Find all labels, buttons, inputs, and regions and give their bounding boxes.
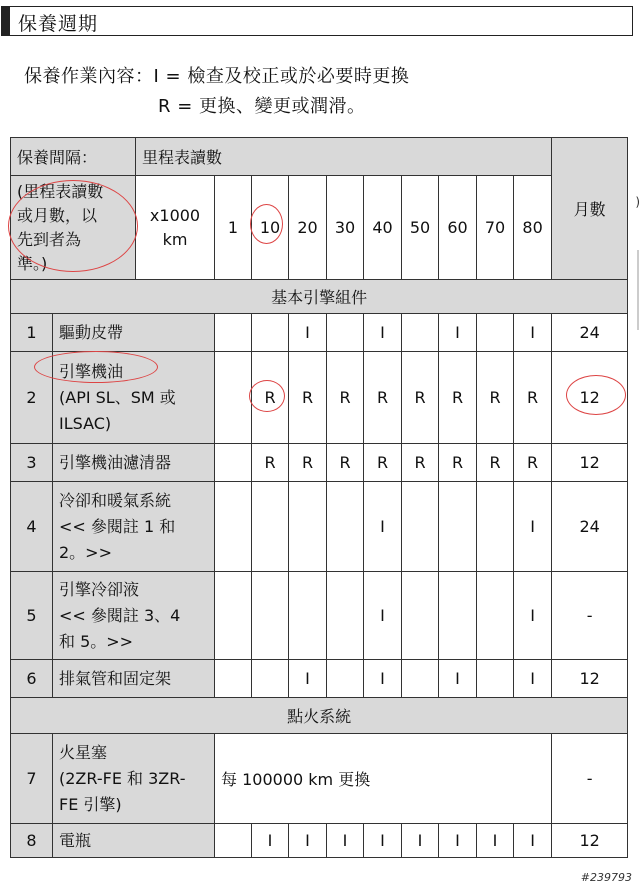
row-no: 3 [11,444,53,482]
annotation-circle-note [8,180,138,272]
interval-label: 保養間隔： [11,138,136,176]
mark-cell: R [439,352,477,444]
mark-cell: R [477,444,514,482]
table-row [11,734,628,824]
mark-cell: I [252,824,289,858]
mark-cell: I [439,660,477,698]
table-row [11,482,628,572]
mark-cell: I [364,824,402,858]
mark-cell: I [364,572,402,660]
mileage-30: 30 [327,176,364,280]
mark-cell [402,572,439,660]
months-cell: - [552,572,628,660]
mark-cell: I [439,314,477,352]
mark-cell [252,660,289,698]
mark-cell [439,572,477,660]
watermark: #239793 [580,871,632,884]
mark-cell: R [477,352,514,444]
mark-cell [477,572,514,660]
mark-cell: R [402,352,439,444]
mark-cell [215,314,252,352]
item-name: 排氣管和固定架 [53,660,215,698]
mark-cell [215,444,252,482]
mileage-1: 1 [215,176,252,280]
mark-cell [252,482,289,572]
annotation-circle-oil-r [249,380,285,412]
mark-cell: R [252,444,289,482]
item-name: 火星塞 (2ZR-FE 和 3ZR- FE 引擎) [53,734,215,824]
mark-cell: R [402,444,439,482]
mark-cell [402,314,439,352]
row-no: 7 [11,734,53,824]
mark-cell: I [364,660,402,698]
mark-cell: I [289,660,327,698]
mark-cell: I [439,824,477,858]
months-cell: 12 [552,352,628,444]
months-cell: 12 [552,824,628,858]
mark-cell: R [364,444,402,482]
mark-cell: R [364,352,402,444]
interval-note: (里程表讀數 或月數，以 先到者為 準。) [11,176,136,280]
item-name: 驅動皮帶 [53,314,215,352]
row-no: 8 [11,824,53,858]
months-cell: 24 [552,314,628,352]
edge-glyph: ) [635,195,640,209]
mark-cell: R [252,352,289,444]
item-name: 引擎機油 (API SL、SM 或 ILSAC) [53,352,215,444]
mark-cell: I [514,660,552,698]
mark-cell: I [289,824,327,858]
item-name: 冷卻和暖氣系統 << 參閱註 1 和 2。>> [53,482,215,572]
table-row [11,824,628,858]
table-row [11,660,628,698]
mark-cell: I [364,482,402,572]
months-cell: - [552,734,628,824]
mileage-20: 20 [289,176,327,280]
mileage-80: 80 [514,176,552,280]
legend-line-1: 保養作業內容：I = 檢查及校正或於必要時更換 [24,66,410,87]
annotation-circle-oil [34,351,158,383]
mark-cell [327,314,364,352]
mark-cell: R [514,444,552,482]
mark-cell [252,314,289,352]
mark-cell: I [514,824,552,858]
mark-cell [289,572,327,660]
table-row [11,572,628,660]
mark-cell: R [327,352,364,444]
mileage-50: 50 [402,176,439,280]
mark-cell: R [514,352,552,444]
row-no: 1 [11,314,53,352]
row-no: 2 [11,352,53,444]
mark-cell: I [514,314,552,352]
mark-cell: I [364,314,402,352]
row-no: 4 [11,482,53,572]
unit-cell: x1000 km [136,176,215,280]
mark-cell [252,572,289,660]
mark-cell [327,482,364,572]
mark-cell: I [477,824,514,858]
mark-cell: I [514,482,552,572]
mark-cell [439,482,477,572]
mark-cell: R [289,444,327,482]
mileage-40: 40 [364,176,402,280]
title-marker [2,7,10,35]
mark-cell [215,572,252,660]
section-title: 基本引擎組件 [11,280,628,314]
edge-line [637,250,639,330]
mark-cell: R [289,352,327,444]
item-name: 引擎冷卻液 << 參閱註 3、4 和 5。>> [53,572,215,660]
mark-cell [327,660,364,698]
odometer-label: 里程表讀數 [136,138,552,176]
mark-cell: R [327,444,364,482]
mark-cell [402,660,439,698]
mark-cell: I [289,314,327,352]
row-no: 6 [11,660,53,698]
mark-cell [215,660,252,698]
section-title: 點火系統 [11,698,628,734]
months-header: 月數 [552,138,628,280]
table-row [11,314,628,352]
mark-cell: I [514,572,552,660]
mileage-70: 70 [477,176,514,280]
mark-cell [215,482,252,572]
title-bar [1,6,633,36]
months-cell: 24 [552,482,628,572]
mark-cell [215,824,252,858]
legend-line-2: R = 更換、變更或潤滑。 [158,96,366,117]
mark-cell: R [439,444,477,482]
mark-cell [477,314,514,352]
row-no: 5 [11,572,53,660]
mark-cell [402,482,439,572]
table-row [11,444,628,482]
mileage-60: 60 [439,176,477,280]
annotation-circle-10k [250,204,283,244]
mark-cell [477,482,514,572]
item-name: 引擎機油濾清器 [53,444,215,482]
months-cell: 12 [552,660,628,698]
replace-interval: 每 100000 km 更換 [215,734,552,824]
page-title: 保養週期 [18,13,99,35]
months-cell: 12 [552,444,628,482]
mark-cell: I [402,824,439,858]
mark-cell [289,482,327,572]
mark-cell [215,352,252,444]
annotation-circle-months [566,375,626,415]
item-name: 電瓶 [53,824,215,858]
mileage-10: 10 [252,176,289,280]
mark-cell [477,660,514,698]
mark-cell [327,572,364,660]
mark-cell: I [327,824,364,858]
